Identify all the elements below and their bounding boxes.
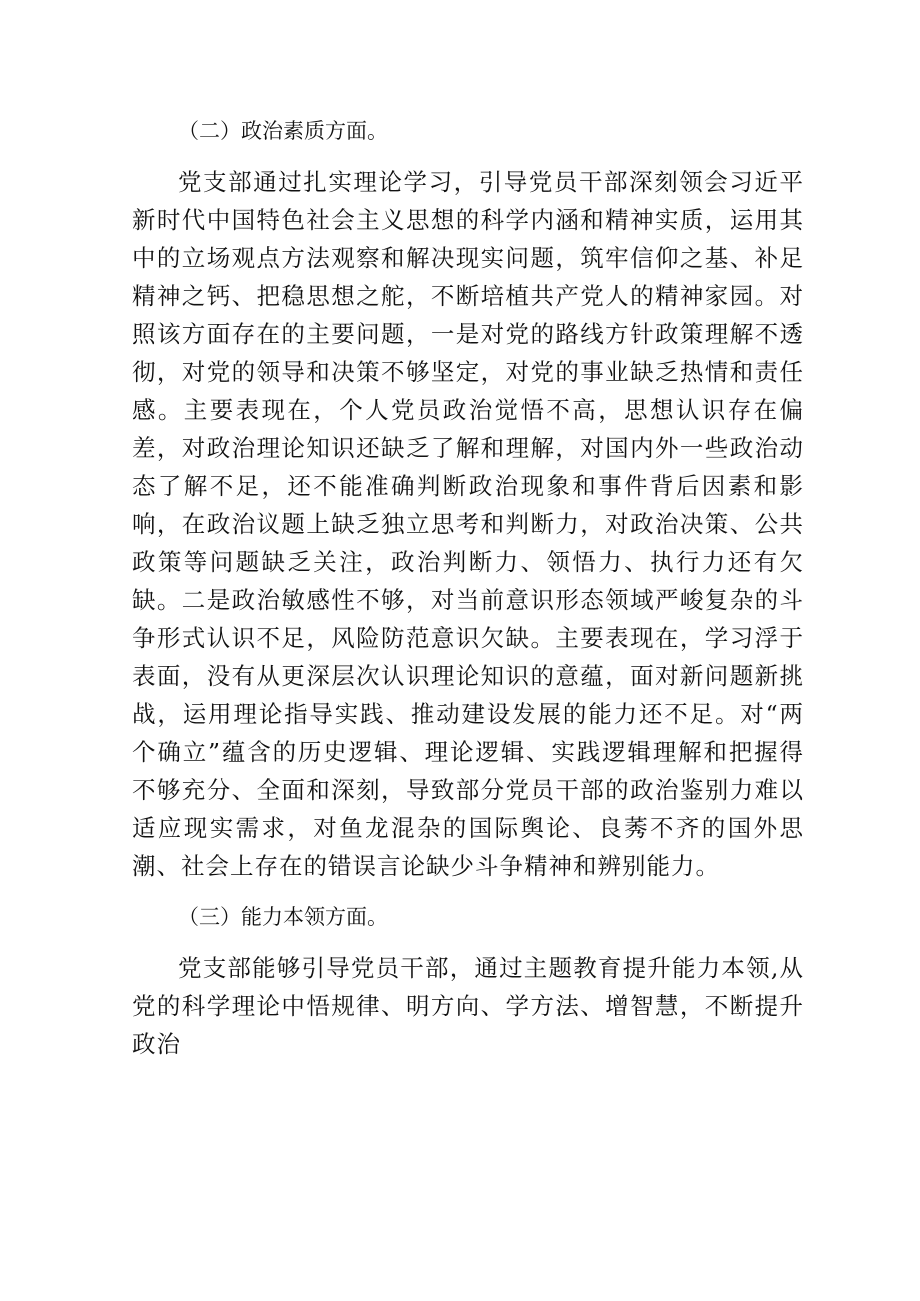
section-heading-political-quality: （二）政治素质方面。 [178, 119, 388, 143]
section-paragraph-political-quality: 党支部通过扎实理论学习，引导党员干部深刻领会习近平新时代中国特色社会主义思想的科学内涵和精神实质，运用其中的立场观点方法观察和解决现实问题，筑牢信仰之基、补足精神之钙、把稳思想之舵，不断培植共产党人的精神家园。对照该方面存在的主要问题，一是对党的路线方针政策理解不透彻，对党的领导和决策不够坚定，对党的事业缺乏热情和责任感。主要表现在，个人党员政治觉悟不高，思想认识存在偏差，对政治理论知识还缺乏了解和理解，对国内外一些政治动态了解不足，还不能准确判断政治现象和事件背后因素和影响，在政治议题上缺乏独立思考和判断力，对政治决策、公共政策等问题缺乏关注，政治判断力、领悟力、执行力还有欠缺。二是政治敏感性不够，对当前意识形态领域严峻复杂的斗争形式认识不足，风险防范意识欠缺。主要表现在，学习浮于表面，没有从更深层次认识理论知识的意蕴，面对新问题新挑战，运用理论指导实践、推动建设发展的能力还不足。对“两个确立”蕴含的历史逻辑、理论逻辑、实践逻辑理解和把握得不够充分、全面和深刻，导致部分党员干部的政治鉴别力难以适应现实需求，对鱼龙混杂的国际舆论、良莠不齐的国外思潮、社会上存在的错误言论缺少斗争精神和辨别能力。 [132, 168, 804, 880]
section-paragraph-ability: 党支部能够引导党员干部，通过主题教育提升能力本领,从党的科学理论中悟规律、明方向、学方法、增智慧，不断提升政治 [132, 954, 804, 1058]
document-body [132, 112, 804, 1063]
section-heading-ability: （三）能力本领方面。 [178, 905, 388, 929]
